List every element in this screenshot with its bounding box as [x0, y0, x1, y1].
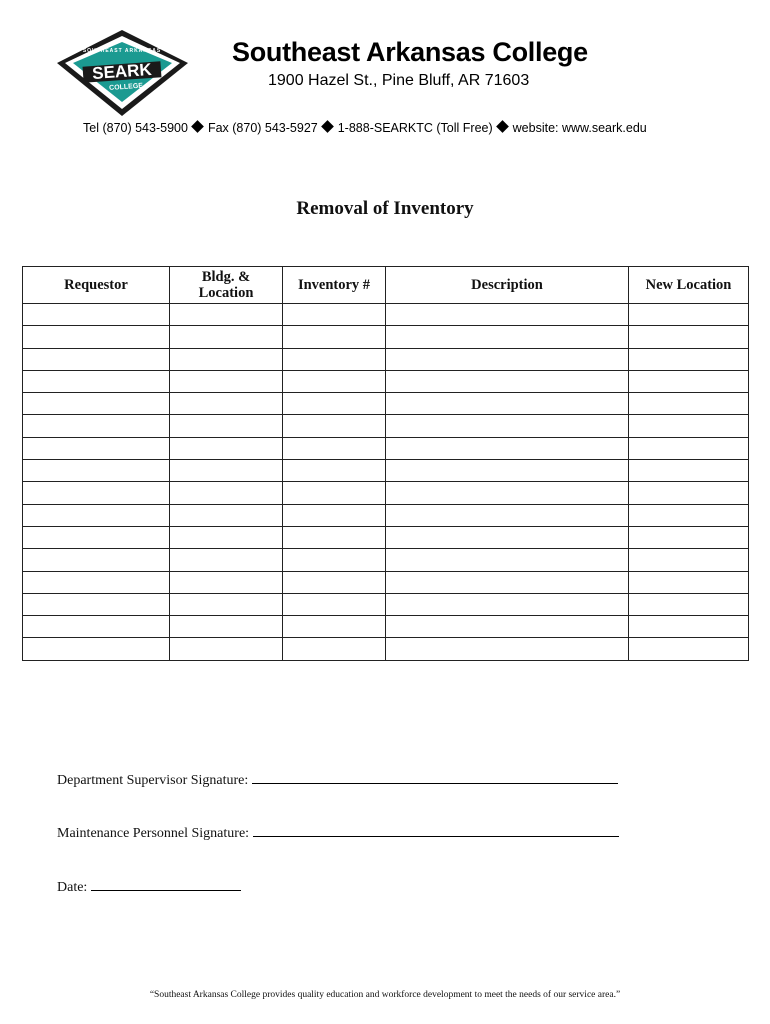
date-label: Date: — [57, 880, 88, 895]
table-header-row — [23, 267, 749, 304]
table-cell[interactable] — [386, 393, 629, 415]
table-cell[interactable] — [386, 437, 629, 459]
table-cell[interactable] — [283, 304, 386, 326]
diamond-bullet-icon — [496, 120, 509, 133]
table-cell[interactable] — [170, 549, 283, 571]
table-cell[interactable] — [23, 638, 170, 660]
contact-toll-free: 1-888-SEARKTC (Toll Free) — [337, 121, 493, 135]
table-cell[interactable] — [629, 549, 749, 571]
table-cell[interactable] — [23, 526, 170, 548]
column-header-description: Description — [386, 267, 629, 304]
table-row — [23, 415, 749, 437]
table-cell[interactable] — [629, 571, 749, 593]
table-cell[interactable] — [170, 370, 283, 392]
table-cell[interactable] — [386, 460, 629, 482]
college-address: 1900 Hazel St., Pine Bluff, AR 71603 — [268, 72, 530, 89]
table-row — [23, 393, 749, 415]
table-cell[interactable] — [23, 348, 170, 370]
table-cell[interactable] — [629, 370, 749, 392]
table-cell[interactable] — [283, 326, 386, 348]
logo-arc-text: SOUTHEAST ARKANSAS — [82, 48, 162, 54]
table-row — [23, 504, 749, 526]
table-cell[interactable] — [386, 549, 629, 571]
table-cell[interactable] — [170, 616, 283, 638]
supervisor-signature-line[interactable] — [252, 770, 618, 784]
table-row — [23, 616, 749, 638]
table-row — [23, 526, 749, 548]
table-cell[interactable] — [283, 370, 386, 392]
column-header-bldg-location — [170, 267, 283, 304]
table-row — [23, 304, 749, 326]
table-cell[interactable] — [23, 393, 170, 415]
table-cell[interactable] — [23, 571, 170, 593]
table-cell[interactable] — [629, 437, 749, 459]
table-cell[interactable] — [170, 393, 283, 415]
table-cell[interactable] — [386, 593, 629, 615]
table-cell[interactable] — [23, 437, 170, 459]
table-row — [23, 549, 749, 571]
table-cell[interactable] — [386, 348, 629, 370]
table-row — [23, 326, 749, 348]
contact-website: website: www.seark.edu — [512, 121, 647, 135]
diamond-bullet-icon — [321, 120, 334, 133]
table-cell[interactable] — [170, 326, 283, 348]
inventory-table — [22, 266, 749, 661]
table-cell[interactable] — [629, 393, 749, 415]
contact-tel: Tel (870) 543-5900 — [83, 121, 188, 135]
table-row — [23, 370, 749, 392]
table-cell[interactable] — [629, 460, 749, 482]
table-row — [23, 460, 749, 482]
table-cell[interactable] — [23, 593, 170, 615]
table-cell[interactable] — [283, 593, 386, 615]
table-cell[interactable] — [386, 638, 629, 660]
table-cell[interactable] — [170, 593, 283, 615]
table-row — [23, 482, 749, 504]
table-cell[interactable] — [23, 460, 170, 482]
date-line[interactable] — [91, 877, 241, 891]
mission-statement: “Southeast Arkansas College provides quality education and workforce development to meet the needs of our service area.” — [149, 990, 621, 1000]
table-row — [23, 638, 749, 660]
table-cell[interactable] — [283, 415, 386, 437]
seark-college-logo — [55, 28, 190, 118]
table-cell[interactable] — [170, 504, 283, 526]
table-cell[interactable] — [170, 437, 283, 459]
table-row — [23, 348, 749, 370]
logo-wordmark: SEARK — [91, 59, 153, 84]
table-cell[interactable] — [23, 482, 170, 504]
table-cell[interactable] — [170, 638, 283, 660]
table-cell[interactable] — [283, 482, 386, 504]
table-cell[interactable] — [386, 504, 629, 526]
date-field[interactable] — [57, 877, 241, 896]
table-cell[interactable] — [23, 616, 170, 638]
table-cell[interactable] — [283, 437, 386, 459]
table-cell[interactable] — [170, 304, 283, 326]
contact-fax: Fax (870) 543-5927 — [207, 121, 318, 135]
table-cell[interactable] — [629, 304, 749, 326]
column-header-bldg-location-label: Bldg. & Location — [198, 269, 254, 301]
table-cell[interactable] — [629, 593, 749, 615]
table-cell[interactable] — [386, 616, 629, 638]
table-row — [23, 593, 749, 615]
table-cell[interactable] — [283, 460, 386, 482]
table-cell[interactable] — [170, 482, 283, 504]
table-cell[interactable] — [386, 304, 629, 326]
college-name: Southeast Arkansas College — [232, 37, 588, 67]
column-header-inventory-number: Inventory # — [283, 267, 386, 304]
table-cell[interactable] — [23, 370, 170, 392]
table-cell[interactable] — [170, 348, 283, 370]
diamond-bullet-icon — [191, 120, 204, 133]
table-cell[interactable] — [629, 415, 749, 437]
table-cell[interactable] — [629, 616, 749, 638]
table-row — [23, 437, 749, 459]
table-cell[interactable] — [23, 415, 170, 437]
table-cell[interactable] — [283, 504, 386, 526]
table-cell[interactable] — [23, 504, 170, 526]
table-cell[interactable] — [170, 460, 283, 482]
supervisor-signature-label: Department Supervisor Signature: — [57, 773, 249, 788]
table-cell[interactable] — [386, 526, 629, 548]
table-cell[interactable] — [23, 326, 170, 348]
table-cell[interactable] — [283, 638, 386, 660]
table-cell[interactable] — [386, 326, 629, 348]
table-cell[interactable] — [170, 571, 283, 593]
column-header-new-location: New Location — [629, 267, 749, 304]
table-cell[interactable] — [629, 504, 749, 526]
table-cell[interactable] — [170, 526, 283, 548]
table-cell[interactable] — [386, 370, 629, 392]
table-cell[interactable] — [629, 348, 749, 370]
inventory-table-body — [23, 304, 749, 661]
form-title: Removal of Inventory — [296, 198, 474, 219]
contact-line — [83, 121, 647, 135]
table-cell[interactable] — [386, 482, 629, 504]
table-cell[interactable] — [23, 549, 170, 571]
table-cell[interactable] — [283, 571, 386, 593]
table-cell[interactable] — [629, 638, 749, 660]
table-cell[interactable] — [283, 393, 386, 415]
table-cell[interactable] — [629, 482, 749, 504]
table-row — [23, 571, 749, 593]
table-cell[interactable] — [170, 415, 283, 437]
maintenance-signature-label: Maintenance Personnel Signature: — [57, 826, 250, 841]
table-cell[interactable] — [386, 571, 629, 593]
table-cell[interactable] — [629, 526, 749, 548]
table-cell[interactable] — [283, 549, 386, 571]
logo-subtext: COLLEGE — [108, 82, 144, 92]
maintenance-signature-field[interactable] — [57, 823, 619, 842]
table-cell[interactable] — [283, 616, 386, 638]
column-header-requestor: Requestor — [23, 267, 170, 304]
table-cell[interactable] — [283, 348, 386, 370]
table-cell[interactable] — [629, 326, 749, 348]
supervisor-signature-field[interactable] — [57, 770, 618, 789]
table-cell[interactable] — [283, 526, 386, 548]
table-cell[interactable] — [386, 415, 629, 437]
table-cell[interactable] — [23, 304, 170, 326]
maintenance-signature-line[interactable] — [253, 823, 619, 837]
